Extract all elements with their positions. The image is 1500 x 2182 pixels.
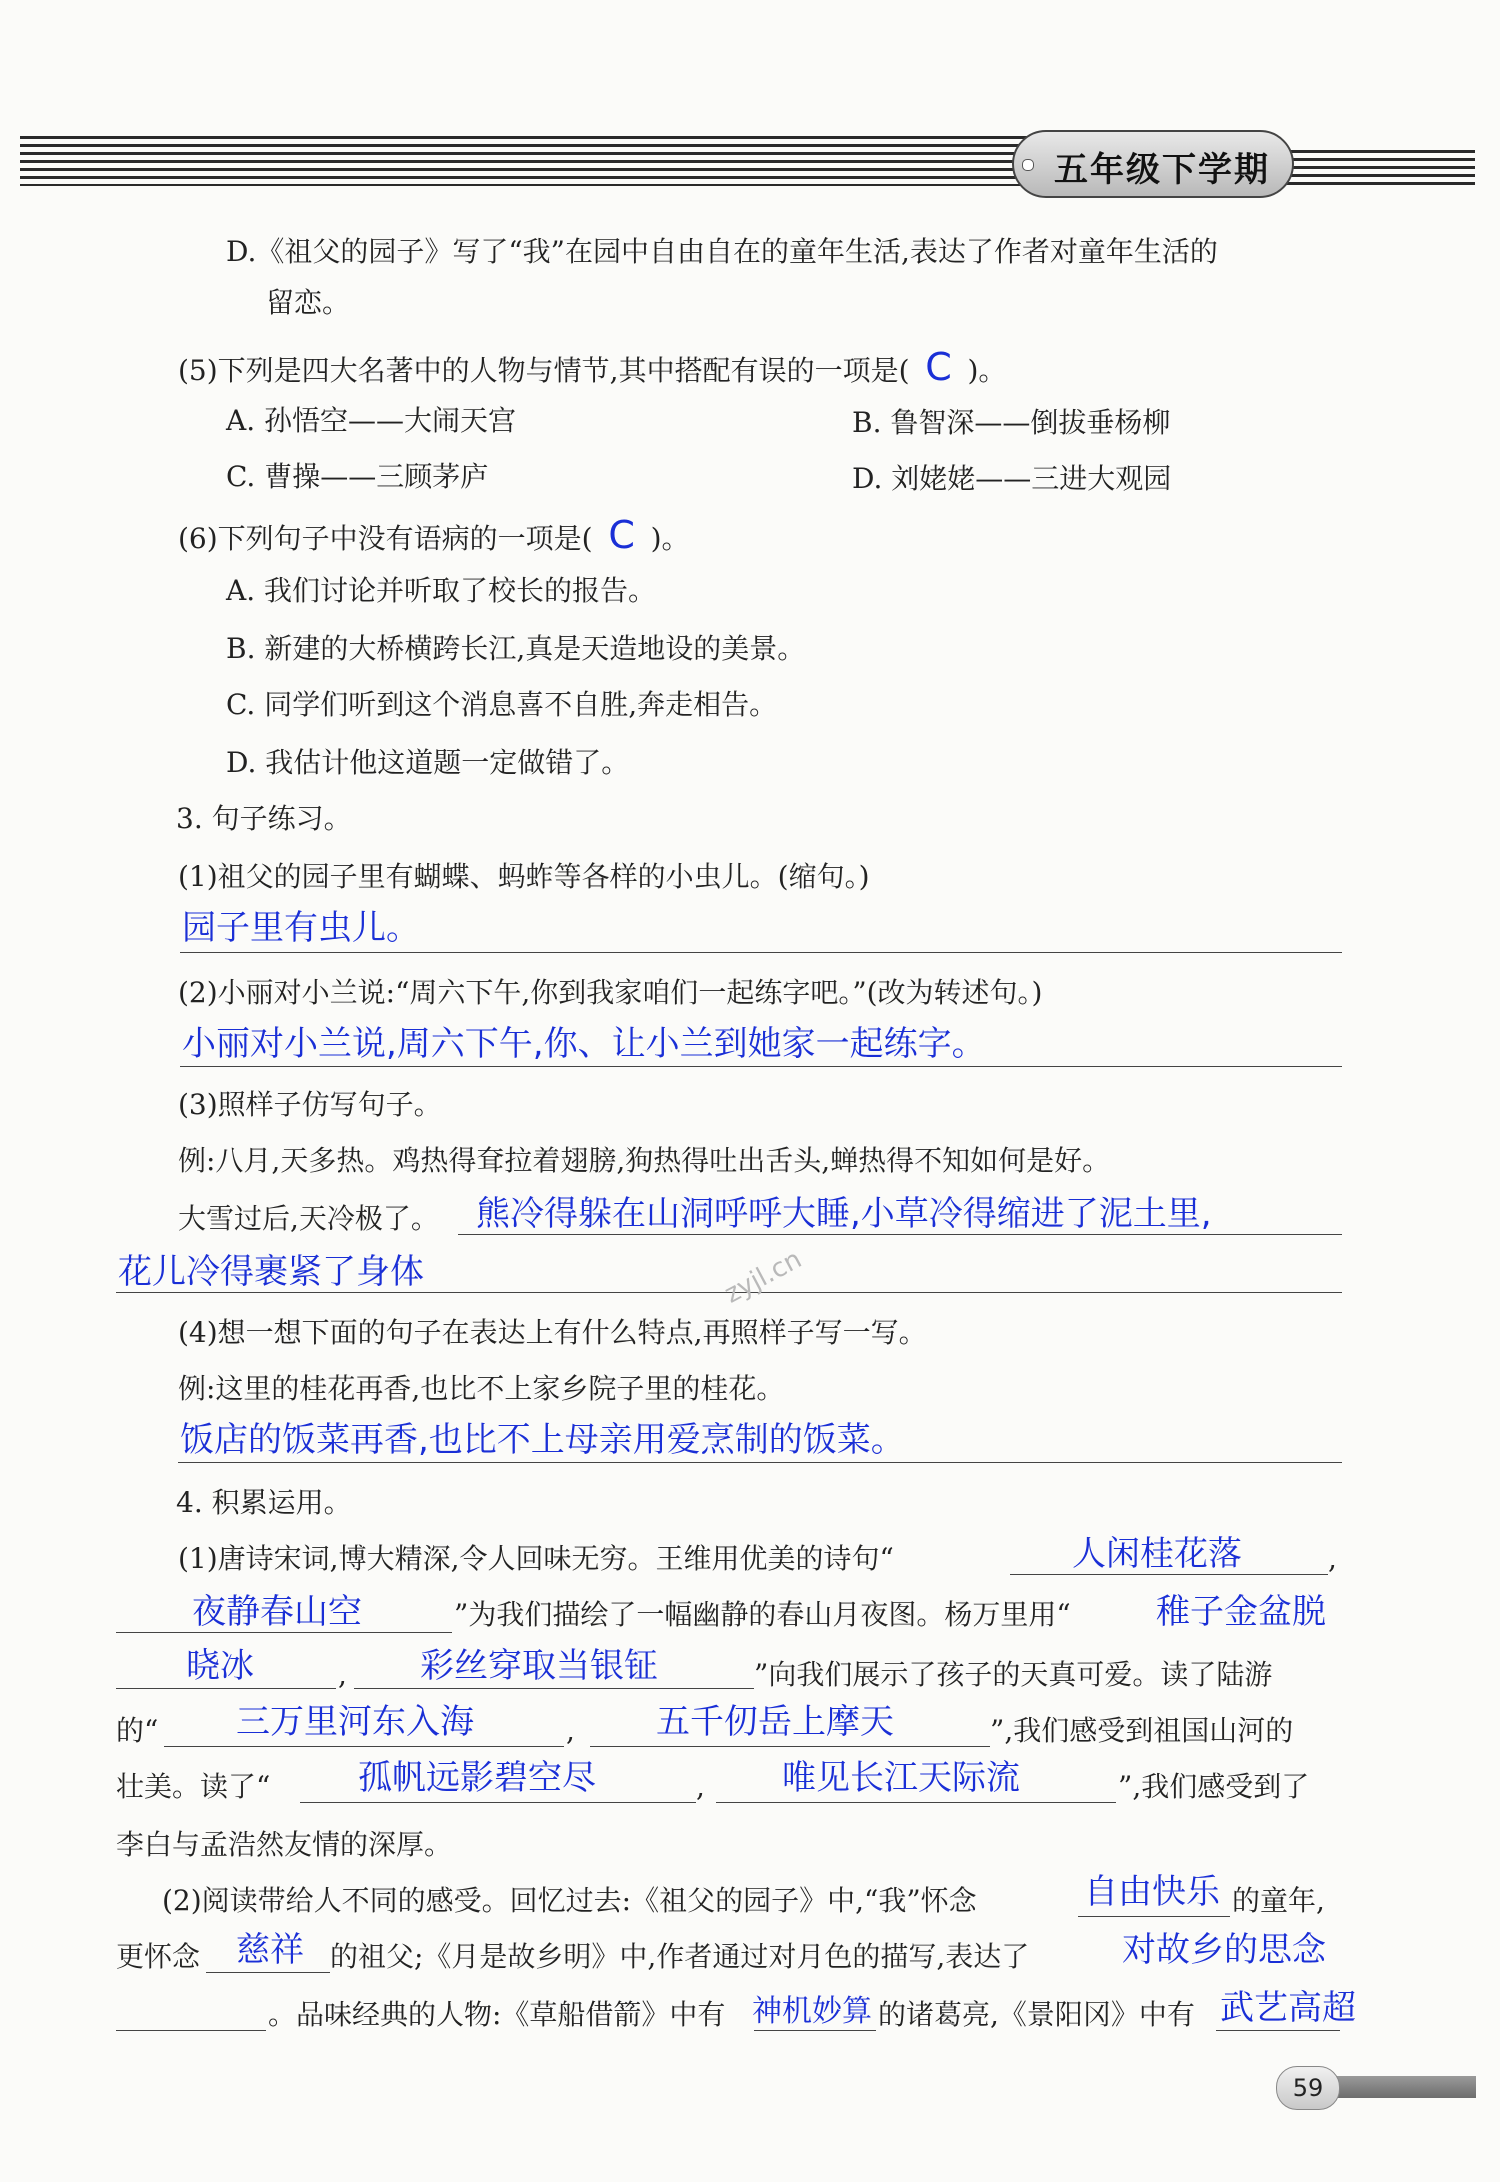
q4-p1-text-6: 的“ (116, 1714, 159, 1747)
q6-option-d: D. 我估计他这道题一定做错了。 (226, 746, 630, 779)
q4-p1-answer-2: 夜静春山空 (192, 1592, 362, 1632)
q5-option-b: B. 鲁智深——倒拔垂杨柳 (852, 406, 1171, 439)
header-stripes (20, 136, 1035, 186)
q4-p1-blank-3 (116, 1688, 336, 1689)
q4-p1-answer-9: 唯见长江天际流 (782, 1758, 1020, 1798)
q4-p2-blank-1 (1078, 1916, 1230, 1917)
q4-title: 4. 积累运用。 (176, 1486, 352, 1519)
q4-p1-text-8: ”,我们感受到祖国山河的 (990, 1714, 1294, 1747)
q3-p1-answer: 园子里有虫儿。 (182, 908, 420, 948)
q3-p1-prompt: (1)祖父的园子里有蝴蝶、蚂蚱等各样的小虫儿。(缩句。) (178, 860, 870, 893)
q3-p3-answer-line-1 (458, 1234, 1342, 1235)
q4-p1-blank-1 (1010, 1574, 1328, 1575)
q4-p1-answer-8: 孤帆远影碧空尽 (358, 1758, 596, 1798)
q4-p1-blank-8 (716, 1802, 1116, 1803)
q3-p4-prompt: (4)想一想下面的句子在表达上有什么特点,再照样子写一写。 (178, 1316, 927, 1349)
q4-p2-text-2: 的童年, (1232, 1884, 1325, 1917)
q4-p1-blank-2 (116, 1632, 452, 1633)
q5-stem-end: )。 (967, 354, 1007, 387)
q3-p4-answer-line (178, 1462, 1342, 1463)
q3-p3-answer-1: 熊冷得躲在山洞呼呼大睡,小草冷得缩进了泥土里, (476, 1194, 1212, 1234)
q4-p1-answer-6: 三万里河东入海 (236, 1702, 474, 1742)
q3-p3-start: 大雪过后,天冷极了。 (178, 1202, 439, 1235)
q6-stem-end: )。 (650, 522, 690, 555)
q4-p2-answer-2: 慈祥 (236, 1930, 304, 1970)
q4-p1-answer-1: 人闲桂花落 (1072, 1534, 1242, 1574)
q4-p1-text-12: 李白与孟浩然友情的深厚。 (116, 1828, 453, 1861)
q5-option-a: A. 孙悟空——大闹天宫 (226, 404, 517, 437)
footer-bar (1336, 2076, 1476, 2098)
q3-p2-answer-line (180, 1066, 1342, 1067)
q4-p2-blank-5 (1216, 2030, 1340, 2031)
header-title: 五年级下学期 (1054, 150, 1270, 190)
q4-p1-text-9: 壮美。读了“ (116, 1770, 271, 1803)
q6-option-c: C. 同学们听到这个消息喜不自胜,奔走相告。 (226, 688, 778, 721)
q2-option-d-line1: D.《祖父的园子》写了“我”在园中自由自在的童年生活,表达了作者对童年生活的 (226, 235, 1218, 268)
q2-option-d-line2: 留恋。 (266, 286, 351, 319)
q3-p3-answer-2: 花儿冷得裹紧了身体 (118, 1252, 424, 1292)
q4-p2-answer-5: 武艺高超 (1220, 1988, 1356, 2028)
badge-dot-icon (1022, 159, 1034, 171)
q6-stem (178, 513, 690, 557)
q3-p2-prompt: (2)小丽对小兰说:“周六下午,你到我家咱们一起练字吧。”(改为转述句。) (178, 976, 1043, 1009)
q4-p2-text-1: (2)阅读带给人不同的感受。回忆过去:《祖父的园子》中,“我”怀念 (162, 1884, 977, 1917)
q4-p1-answer-3: 稚子金盆脱 (1156, 1592, 1326, 1632)
q4-p1-text-1: (1)唐诗宋词,博大精深,令人回味无穷。王维用优美的诗句“ (178, 1542, 894, 1575)
q4-p2-blank-3 (116, 2030, 266, 2031)
q4-p1-blank-7 (300, 1802, 696, 1803)
q4-p1-text-10: , (696, 1770, 705, 1803)
q4-p2-text-4: 的祖父;《月是故乡明》中,作者通过对月色的描写,表达了 (330, 1940, 1030, 1973)
q4-p1-text-3: ”为我们描绘了一幅幽静的春山月夜图。杨万里用“ (454, 1598, 1071, 1631)
q5-stem (178, 345, 1007, 389)
q6-option-a: A. 我们讨论并听取了校长的报告。 (226, 574, 657, 607)
q4-p1-blank-6 (590, 1746, 990, 1747)
q6-answer: C (608, 513, 635, 557)
q4-p1-text-2: , (1328, 1542, 1337, 1575)
q4-p1-text-7: , (566, 1714, 575, 1747)
q4-p1-answer-5: 彩丝穿取当银钲 (420, 1646, 658, 1686)
q4-p2-answer-4: 神机妙算 (752, 1994, 872, 2029)
q3-title: 3. 句子练习。 (176, 802, 352, 835)
q6-stem-text: (6)下列句子中没有语病的一项是( (178, 522, 593, 555)
q4-p2-answer-3: 对故乡的思念 (1122, 1930, 1326, 1970)
q3-p2-answer: 小丽对小兰说,周六下午,你、让小兰到她家一起练字。 (182, 1024, 986, 1064)
q4-p2-blank-4 (754, 2030, 876, 2031)
q4-p2-blank-2 (206, 1972, 330, 1973)
q3-p3-prompt: (3)照样子仿写句子。 (178, 1088, 442, 1121)
watermark: zyjl.cn (719, 1244, 807, 1310)
page-number: 59 (1276, 2066, 1340, 2110)
q4-p2-answer-1: 自由快乐 (1084, 1872, 1220, 1912)
q5-option-c: C. 曹操——三顾茅庐 (226, 460, 489, 493)
q4-p1-blank-5 (164, 1746, 564, 1747)
q4-p2-text-3: 更怀念 (116, 1940, 201, 1973)
q4-p1-answer-7: 五千仞岳上摩天 (656, 1702, 894, 1742)
q5-stem-text: (5)下列是四大名著中的人物与情节,其中搭配有误的一项是( (178, 354, 910, 387)
q4-p1-text-5: ”向我们展示了孩子的天真可爱。读了陆游 (754, 1658, 1273, 1691)
q4-p1-text-4: , (338, 1658, 347, 1691)
q5-answer: C (925, 345, 952, 389)
q4-p1-answer-4: 晓冰 (186, 1646, 254, 1686)
q4-p1-text-11: ”,我们感受到了 (1118, 1770, 1310, 1803)
q3-p1-answer-line (180, 952, 1342, 953)
q3-p3-example: 例:八月,天多热。鸡热得耷拉着翅膀,狗热得吐出舌头,蝉热得不知如何是好。 (178, 1144, 1111, 1177)
header-stripes-right (1275, 150, 1475, 188)
q3-p4-answer: 饭店的饭菜再香,也比不上母亲用爱烹制的饭菜。 (180, 1420, 905, 1460)
q6-option-b: B. 新建的大桥横跨长江,真是天造地设的美景。 (226, 632, 806, 665)
q3-p4-example: 例:这里的桂花再香,也比不上家乡院子里的桂花。 (178, 1372, 785, 1405)
q5-option-d: D. 刘姥姥——三进大观园 (852, 462, 1172, 495)
q4-p2-text-5: 。品味经典的人物:《草船借箭》中有 (268, 1998, 726, 2031)
q4-p2-text-6: 的诸葛亮,《景阳冈》中有 (878, 1998, 1195, 2031)
q4-p1-blank-4 (354, 1688, 754, 1689)
